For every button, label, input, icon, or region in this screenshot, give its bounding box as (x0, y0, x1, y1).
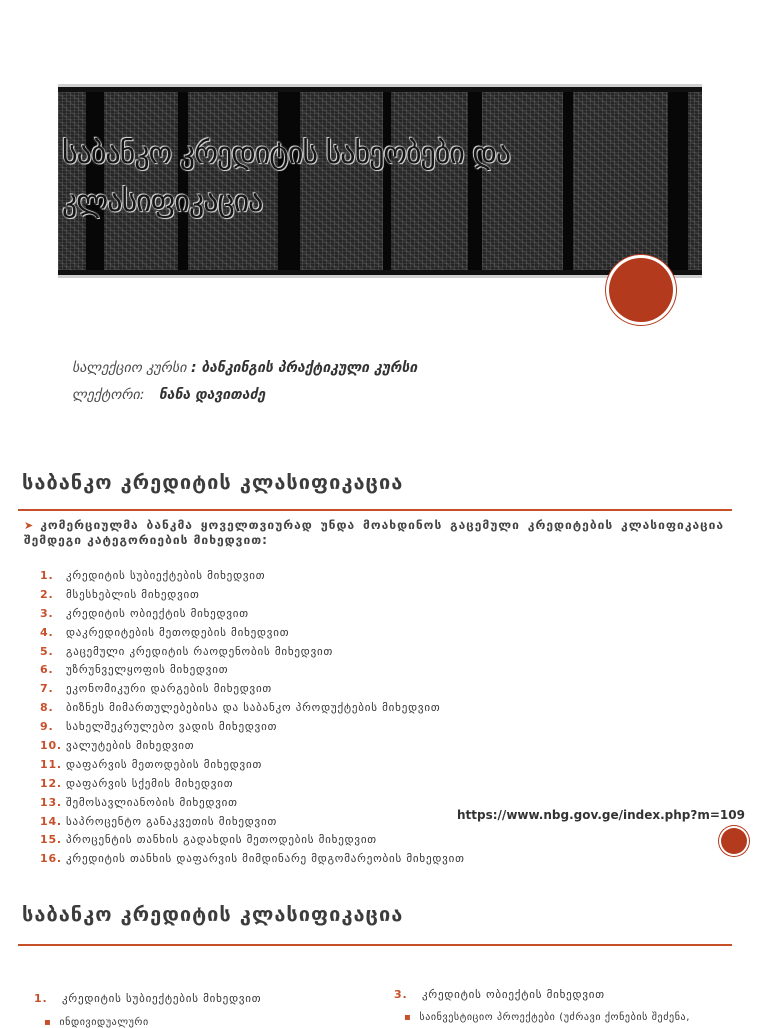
nbg-link[interactable]: https://www.nbg.gov.ge/index.php?m=109 (457, 808, 745, 822)
right-subitem-text: კრედიტის ობიექტის მიხედვით (422, 988, 605, 1001)
section-heading: საბანკო კრედიტის კლასიფიკაცია (22, 470, 404, 494)
left-subitem-number: 1. (34, 992, 48, 1005)
list-item (40, 624, 465, 643)
list-item-number: 3. (40, 606, 54, 620)
slide-title-line2: კლასიფიკაცია (62, 184, 263, 219)
banner-stripe (668, 92, 688, 270)
list-item-text: შემოსავლიანობის მიხედვით (66, 795, 238, 809)
list-item-number: 13. (40, 795, 62, 809)
list-item-number: 4. (40, 625, 54, 639)
course-line (72, 360, 417, 376)
list-item-text: გაცემული კრედიტის რაოდენობის მიხედვით (66, 644, 334, 658)
list-item-text: ბიზნეს მიმართულებებისა და საბანკო პროდუქტების მიხედვით (66, 701, 441, 715)
list-item (40, 794, 465, 813)
list-item-number: 6. (40, 663, 54, 677)
list-item-number: 8. (40, 701, 54, 715)
list-item-number: 7. (40, 682, 54, 696)
list-item-number: 15. (40, 833, 62, 847)
lecturer-label: ლექტორი: (72, 387, 145, 403)
course-label: სალექციო კურსი (72, 360, 187, 376)
intro-text: კომერციულმა ბანკმა ყოველთვიურად უნდა მოახდინოს გაცემული კრედიტების კლასიფიკაცია შემდეგი კატეგორიების მიხედვით: (24, 518, 724, 547)
right-subitem-bullet (404, 1012, 690, 1023)
list-item (40, 831, 465, 850)
list-item (40, 699, 465, 718)
list-item (40, 605, 465, 624)
list-item-number: 1. (40, 569, 54, 582)
list-item-text: მსესხებლის მიხედვით (66, 587, 200, 601)
list-item (40, 680, 465, 699)
category-list (40, 567, 465, 869)
left-subitem (34, 992, 261, 1005)
list-item-number: 9. (40, 720, 54, 734)
slide-title (62, 130, 582, 226)
list-item-number: 12. (40, 776, 62, 790)
heading-underline (18, 509, 732, 511)
list-item-text: დაკრედიტების მეთოდების მიხედვით (66, 625, 290, 639)
list-item-number: 10. (40, 739, 62, 753)
list-item (40, 718, 465, 737)
list-item (40, 586, 465, 605)
list-item (40, 775, 465, 794)
list-item-text: საპროცენტო განაკვეთის მიხედვით (66, 814, 278, 828)
banner-top-rule (58, 84, 702, 87)
slide-title-line1: საბანკო კრედიტის სახეობები და (62, 136, 511, 171)
list-item-number: 2. (40, 587, 54, 601)
bullet-icon: ▪ (404, 1012, 412, 1023)
decorative-circle-small (721, 828, 747, 854)
list-item (40, 850, 465, 869)
list-item-number: 16. (40, 852, 62, 866)
list-item-number: 5. (40, 644, 54, 658)
list-item-text: სახელშეკრულებო ვადის მიხედვით (66, 720, 278, 734)
list-item-number: 11. (40, 757, 62, 771)
left-subitem-text: კრედიტის სუბიექტების მიხედვით (62, 992, 262, 1005)
list-item-text: ვალუტების მიხედვით (66, 739, 195, 753)
list-item-text: კრედიტის ობიექტის მიხედვით (66, 606, 249, 620)
section-heading-2: საბანკო კრედიტის კლასიფიკაცია (22, 902, 404, 926)
list-item-text: დაფარვის მეთოდების მიხედვით (66, 757, 263, 771)
lecturer-value: ნანა დავითაძე (158, 387, 266, 403)
arrow-bullet-icon: ➤ (24, 519, 35, 532)
list-item (40, 567, 465, 586)
right-subitem-number: 3. (394, 988, 408, 1001)
right-subitem (394, 988, 605, 1001)
decorative-circle (609, 258, 673, 322)
right-bullet-text: საინვესტიციო პროექტები (უძრავი ქონების შეძენა, (419, 1012, 690, 1023)
list-item (40, 756, 465, 775)
list-item-text: დაფარვის სქემის მიხედვით (66, 776, 234, 790)
list-item-number: 14. (40, 814, 62, 828)
course-value: : ბანკინგის პრაქტიკული კურსი (190, 360, 418, 376)
bullet-icon: ▪ (44, 1017, 52, 1028)
left-bullet-text: ინდივიდუალური (59, 1017, 149, 1028)
list-item-text: უზრუნველყოფის მიხედვით (66, 663, 229, 677)
list-item (40, 737, 465, 756)
list-item (40, 643, 465, 662)
list-item (40, 813, 465, 832)
list-item-text: კრედიტის თანხის დაფარვის მიმდინარე მდგომარეობის მიხედვით (66, 852, 465, 866)
list-item-text: პროცენტის თანხის გადახდის მეთოდების მიხედვით (66, 833, 377, 847)
heading-underline-2 (18, 944, 732, 946)
list-item (40, 661, 465, 680)
left-subitem-bullet (44, 1017, 149, 1028)
list-item-text: კრედიტის სუბიექტების მიხედვით (66, 569, 266, 582)
lecturer-line (72, 387, 265, 403)
intro-paragraph (24, 518, 724, 548)
banner-bottom-rule (58, 275, 702, 278)
list-item-text: ეკონომიკური დარგების მიხედვით (66, 682, 273, 696)
